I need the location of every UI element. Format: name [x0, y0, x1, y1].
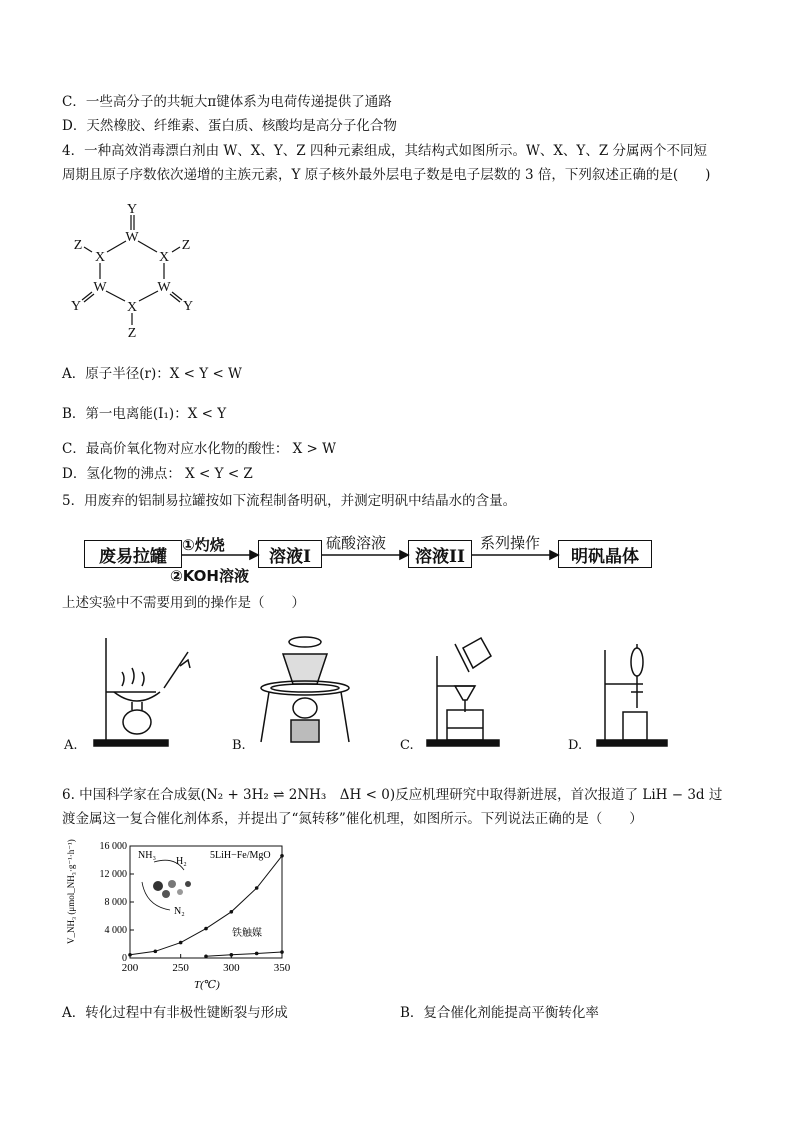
atom-y-lower-right: Y [182, 299, 194, 314]
x-tick-label: 300 [223, 962, 240, 974]
chart-inset-mechanism [138, 850, 191, 917]
apparatus-label-b: B. [232, 738, 246, 753]
chart-ylabel: V_NH₃ (μmol_NH₃·g⁻¹·h⁻¹) [66, 839, 76, 944]
series-1-point [255, 886, 259, 890]
atom-y-lower-left: Y [70, 299, 82, 314]
chart-plot-frame [130, 846, 282, 958]
y-tick-label: 16 000 [99, 841, 127, 852]
apparatus-a-evaporation [92, 630, 202, 750]
q4-option-a: A．原子半径(r)：X < Y < W [62, 366, 242, 382]
y-tick-label: 12 000 [99, 869, 127, 880]
series-1-point [230, 910, 234, 914]
y-tick-label: 8 000 [104, 897, 127, 908]
apparatus-label-d: D. [568, 738, 583, 753]
apparatus-label-c: C. [400, 738, 414, 753]
atom-z-upper-left: Z [73, 238, 83, 253]
q4-option-d: D．氢化物的沸点： X < Y < Z [62, 466, 253, 482]
atom-w-right: W [157, 280, 171, 295]
q3-option-d: D．天然橡胶、纤维素、蛋白质、核酸均是高分子化合物 [62, 118, 397, 134]
q4-stem-line1: 4．一种高效消毒漂白剂由 W、X、Y、Z 四种元素组成，其结构式如图所示。W、X、Y、Z 分属两个不同短 [62, 143, 708, 159]
legend-series-2: 铁触媒 [232, 928, 262, 939]
atom-z-bottom: Z [127, 326, 137, 341]
series-1-point [179, 941, 183, 945]
series-1-point [128, 953, 132, 957]
q6-stem-line1: 6. 中国科学家在合成氨(N₂ + 3H₂ ⇌ 2NH₃ ΔH < 0)反应机理研究中取得新进展，首次报道了 LiH − 3d 过 [62, 787, 723, 803]
apparatus-d-separation [595, 630, 705, 750]
series-2-point [280, 950, 284, 954]
q4-stem-line2: 周期且原子序数依次递增的主族元素，Y 原子核外最外层电子数是电子层数的 3 倍，下列叙述正确的是( ) [62, 167, 711, 183]
series-1-point [280, 854, 284, 858]
series-1-point [204, 927, 208, 931]
series-2-point [204, 954, 208, 958]
q6-rate-temperature-chart [62, 832, 302, 992]
atom-x-right: X [158, 250, 170, 265]
apparatus-c-filtration [425, 630, 535, 750]
y-tick-label: 4 000 [104, 925, 127, 936]
x-tick-label: 350 [273, 962, 291, 974]
flow-box-solution-1: 溶液I [258, 540, 322, 568]
apparatus-b-crucible [255, 630, 365, 750]
flow-step-koh: ②KOH溶液 [170, 567, 249, 585]
inset-label-n2: N₂ [174, 906, 185, 917]
flow-step-burn: ①灼烧 [182, 536, 225, 554]
q4-option-b: B．第一电离能(I₁)：X < Y [62, 406, 227, 422]
atom-z-upper-right: Z [181, 238, 191, 253]
inset-label-nh3: NH₃ [138, 850, 156, 861]
flow-box-can: 废易拉罐 [84, 540, 182, 568]
legend-series-1: 5LiH−Fe/MgO [210, 850, 271, 861]
q6-stem-line2: 渡金属这一复合催化剂体系，并提出了“氮转移”催化机理，如图所示。下列说法正确的是（ ） [62, 811, 643, 827]
q4-structure-diagram [62, 197, 222, 347]
flow-box-alum: 明矾晶体 [558, 540, 652, 568]
atom-x-left: X [94, 250, 106, 265]
inset-label-h2: H₂ [176, 856, 187, 867]
x-tick-label: 200 [121, 962, 139, 974]
series-2-point [255, 952, 259, 956]
flow-step-series: 系列操作 [480, 534, 541, 552]
atom-y-top: Y [126, 202, 138, 217]
flow-box-solution-2: 溶液II [408, 540, 472, 568]
y-tick-label: 0 [122, 953, 127, 964]
q3-option-c: C．一些高分子的共轭大π键体系为电荷传递提供了通路 [62, 94, 392, 110]
atom-x-bottom: X [126, 300, 138, 315]
chart-xlabel: T(℃) [194, 979, 220, 991]
series-1-point [154, 950, 158, 954]
series-line-1 [130, 856, 282, 955]
apparatus-label-a: A. [64, 738, 78, 753]
q6-option-a: A．转化过程中有非极性键断裂与形成 [62, 1005, 288, 1021]
q5-stem: 5．用废弃的铝制易拉罐按如下流程制备明矾，并测定明矾中结晶水的含量。 [62, 493, 517, 509]
atom-w-left: W [93, 280, 107, 295]
q5-question: 上述实验中不需要用到的操作是（ ） [62, 595, 305, 611]
q6-option-b: B．复合催化剂能提高平衡转化率 [400, 1005, 599, 1021]
flow-step-sulfuric: 硫酸溶液 [326, 534, 387, 552]
atom-w-top: W [125, 230, 139, 245]
series-line-2 [206, 952, 282, 956]
q4-option-c: C．最高价氧化物对应水化物的酸性： X > W [62, 441, 337, 457]
x-tick-label: 250 [172, 962, 189, 974]
series-2-point [230, 953, 234, 957]
